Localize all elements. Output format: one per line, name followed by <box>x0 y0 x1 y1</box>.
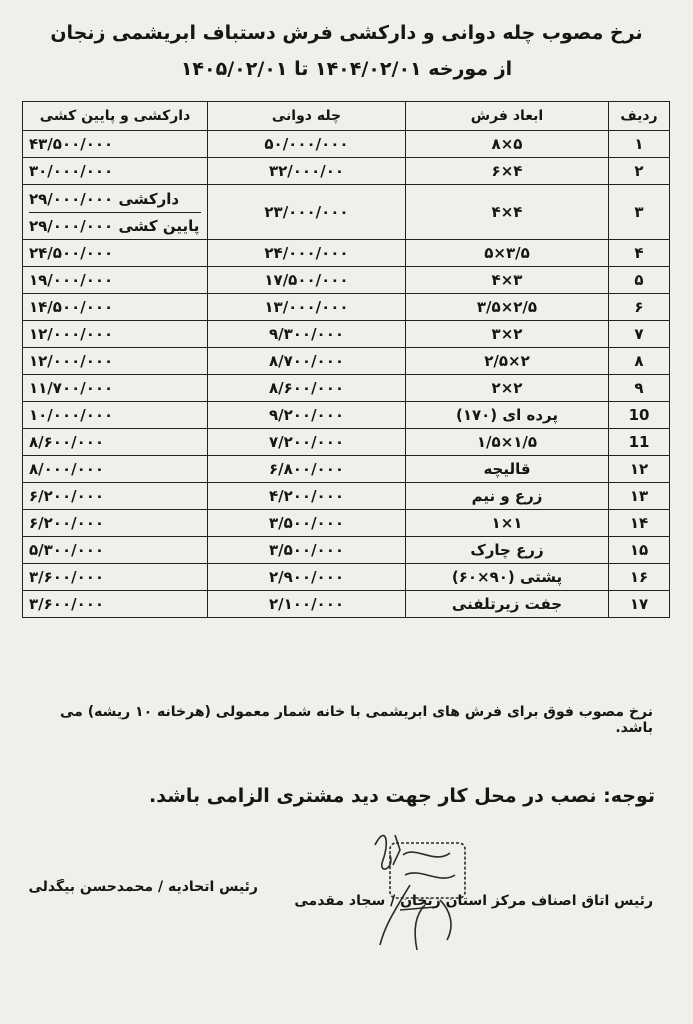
chele-price: ۲۳/۰۰۰/۰۰۰ <box>208 185 406 240</box>
row-number: ۳ <box>609 185 670 240</box>
header-chele-davani: چله دوانی <box>208 102 406 131</box>
darkeshi-price: ۱۱/۷۰۰/۰۰۰ <box>23 375 208 402</box>
carpet-dimensions: ۴×۶ <box>406 158 609 185</box>
header-row-number: ردیف <box>609 102 670 131</box>
table-row <box>23 510 670 537</box>
table-row <box>23 158 670 185</box>
chele-price: ۷/۲۰۰/۰۰۰ <box>208 429 406 456</box>
darkeshi-price: ۶/۲۰۰/۰۰۰ <box>23 510 208 537</box>
row-number: ۵ <box>609 267 670 294</box>
chele-price: ۸/۶۰۰/۰۰۰ <box>208 375 406 402</box>
split-price-label: پایین کشی <box>118 216 200 235</box>
table-row <box>23 267 670 294</box>
chele-price: ۹/۲۰۰/۰۰۰ <box>208 402 406 429</box>
table-row <box>23 321 670 348</box>
darkeshi-price: ۱۹/۰۰۰/۰۰۰ <box>23 267 208 294</box>
header-dimensions: ابعاد فرش <box>406 102 609 131</box>
chele-price: ۴/۲۰۰/۰۰۰ <box>208 483 406 510</box>
chele-price: ۱۷/۵۰۰/۰۰۰ <box>208 267 406 294</box>
table-row <box>23 348 670 375</box>
carpet-dimensions: پرده ای (۱۷۰) <box>406 402 609 429</box>
carpet-dimensions: ۳×۴ <box>406 267 609 294</box>
row-number: ۹ <box>609 375 670 402</box>
darkeshi-price: ۱۴/۵۰۰/۰۰۰ <box>23 294 208 321</box>
table-row <box>23 131 670 158</box>
row-number: ۸ <box>609 348 670 375</box>
carpet-dimensions: زرع و نیم <box>406 483 609 510</box>
darkeshi-price: ۳/۶۰۰/۰۰۰ <box>23 564 208 591</box>
table-row <box>23 537 670 564</box>
signature-union-head: رئیس اتحادیه / محمدحسن بیگدلی <box>28 879 258 895</box>
darkeshi-price: ۱۲/۰۰۰/۰۰۰ <box>23 348 208 375</box>
row-number: ۱۷ <box>609 591 670 618</box>
split-price-line <box>29 186 201 212</box>
split-price-value: ۲۹/۰۰۰/۰۰۰ <box>29 216 114 235</box>
darkeshi-price-split <box>23 185 208 240</box>
chele-price: ۳/۵۰۰/۰۰۰ <box>208 537 406 564</box>
table-row <box>23 402 670 429</box>
row-number: ۱۶ <box>609 564 670 591</box>
carpet-dimensions: قالیچه <box>406 456 609 483</box>
chele-price: ۳۲/۰۰۰/۰۰ <box>208 158 406 185</box>
document-title: نرخ مصوب چله دوانی و دارکشی فرش دستباف ابریشمی زنجان <box>50 22 643 44</box>
row-number: ۱۵ <box>609 537 670 564</box>
row-number: ۲ <box>609 158 670 185</box>
attention-notice: توجه: نصب در محل کار جهت دید مشتری الزامی باشد. <box>149 785 655 807</box>
row-number: ۴ <box>609 240 670 267</box>
row-number: 10 <box>609 402 670 429</box>
chele-price: ۵۰/۰۰۰/۰۰۰ <box>208 131 406 158</box>
darkeshi-price: ۴۳/۵۰۰/۰۰۰ <box>23 131 208 158</box>
table-row <box>23 429 670 456</box>
carpet-dimensions: ۲×۲/۵ <box>406 348 609 375</box>
carpet-dimensions: ۵×۸ <box>406 131 609 158</box>
table-row <box>23 240 670 267</box>
chele-price: ۲۴/۰۰۰/۰۰۰ <box>208 240 406 267</box>
table-header-row <box>23 102 670 131</box>
document-date-range: از مورخه ۱۴۰۴/۰۲/۰۱ تا ۱۴۰۵/۰۲/۰۱ <box>180 58 513 80</box>
table-row <box>23 185 670 240</box>
row-number: ۷ <box>609 321 670 348</box>
row-number: ۱۲ <box>609 456 670 483</box>
darkeshi-price: ۳/۶۰۰/۰۰۰ <box>23 591 208 618</box>
chele-price: ۶/۸۰۰/۰۰۰ <box>208 456 406 483</box>
carpet-dimensions: ۴×۴ <box>406 185 609 240</box>
carpet-dimensions: پشتی (۹۰×۶۰) <box>406 564 609 591</box>
carpet-dimensions: ۱/۵×۱/۵ <box>406 429 609 456</box>
darkeshi-price: ۲۴/۵۰۰/۰۰۰ <box>23 240 208 267</box>
carpet-dimensions: ۲/۵×۳/۵ <box>406 294 609 321</box>
darkeshi-price: ۱۰/۰۰۰/۰۰۰ <box>23 402 208 429</box>
table-row <box>23 456 670 483</box>
split-price-line <box>29 212 201 239</box>
carpet-dimensions: ۱×۱ <box>406 510 609 537</box>
darkeshi-price: ۶/۲۰۰/۰۰۰ <box>23 483 208 510</box>
rate-note: نرخ مصوب فوق برای فرش های ابریشمی با خانه شمار معمولی (هرخانه ۱۰ ریشه) می باشد. <box>60 704 653 736</box>
chele-price: ۹/۳۰۰/۰۰۰ <box>208 321 406 348</box>
row-number: 11 <box>609 429 670 456</box>
row-number: ۱ <box>609 131 670 158</box>
table-row <box>23 564 670 591</box>
signature-stamp <box>355 815 485 955</box>
split-price-value: ۲۹/۰۰۰/۰۰۰ <box>29 189 114 208</box>
table-row <box>23 375 670 402</box>
split-price-label: دارکشی <box>118 189 180 208</box>
chele-price: ۳/۵۰۰/۰۰۰ <box>208 510 406 537</box>
header-darkeshi: دارکشی و پایین کشی <box>23 102 208 131</box>
chele-price: ۱۳/۰۰۰/۰۰۰ <box>208 294 406 321</box>
table-row <box>23 591 670 618</box>
carpet-dimensions: ۳/۵×۵ <box>406 240 609 267</box>
darkeshi-price: ۱۲/۰۰۰/۰۰۰ <box>23 321 208 348</box>
row-number: ۶ <box>609 294 670 321</box>
carpet-dimensions: ۲×۳ <box>406 321 609 348</box>
carpet-dimensions: زرع چارک <box>406 537 609 564</box>
darkeshi-price: ۵/۳۰۰/۰۰۰ <box>23 537 208 564</box>
carpet-dimensions: جفت زیرتلفنی <box>406 591 609 618</box>
carpet-dimensions: ۲×۲ <box>406 375 609 402</box>
rates-table <box>22 101 670 618</box>
darkeshi-price: ۸/۰۰۰/۰۰۰ <box>23 456 208 483</box>
signature-chamber-head: رئیس اتاق اصناف مرکز استان زنجان / سجاد مقدمی <box>294 893 653 909</box>
chele-price: ۲/۹۰۰/۰۰۰ <box>208 564 406 591</box>
table-row <box>23 483 670 510</box>
darkeshi-price: ۳۰/۰۰۰/۰۰۰ <box>23 158 208 185</box>
row-number: ۱۳ <box>609 483 670 510</box>
darkeshi-price: ۸/۶۰۰/۰۰۰ <box>23 429 208 456</box>
chele-price: ۸/۷۰۰/۰۰۰ <box>208 348 406 375</box>
row-number: ۱۴ <box>609 510 670 537</box>
table-row <box>23 294 670 321</box>
chele-price: ۲/۱۰۰/۰۰۰ <box>208 591 406 618</box>
